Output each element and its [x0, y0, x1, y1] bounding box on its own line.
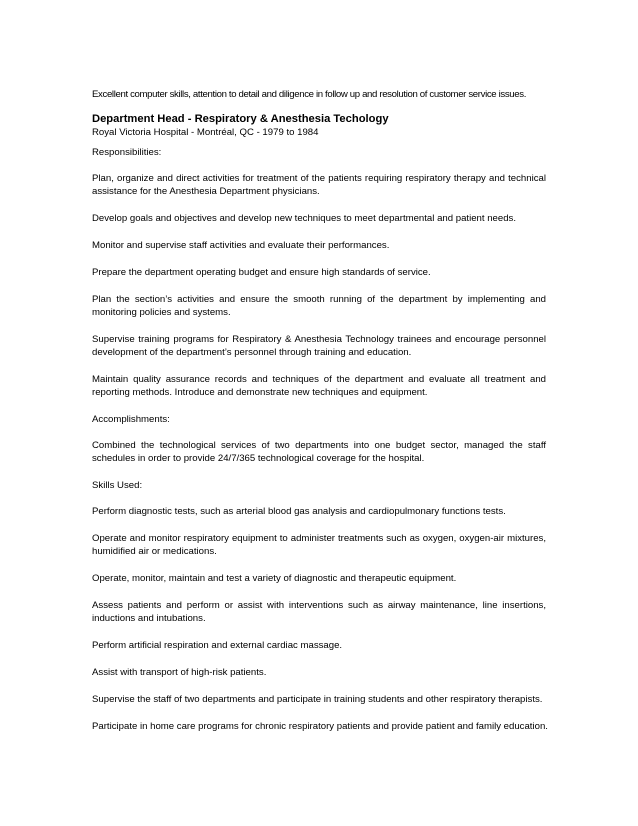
skill-item: Supervise the staff of two departments and participate in training students and other respiratory therapists. [92, 694, 543, 705]
accomplishments-section [92, 413, 546, 465]
position-block [92, 112, 546, 139]
responsibility-item: Supervise training programs for Respiratory & Anesthesia Technology trainees and encourage personnel development of the department’s personnel through training and education. [92, 334, 546, 358]
skill-item: Assess patients and perform or assist with interventions such as airway maintenance, line insertions, inductions and intubations. [92, 600, 546, 624]
accomplishment-item: Combined the technological services of two departments into one budget sector, managed the staff schedules in order to provide 24/7/365 technological coverage for the hospital. [92, 440, 546, 464]
skill-item: Assist with transport of high-risk patients. [92, 667, 267, 678]
job-title: Department Head - Respiratory & Anesthesia Techology [92, 113, 389, 125]
intro-line: Excellent computer skills, attention to detail and diligence in follow up and resolution of customer service issues. [92, 89, 527, 100]
responsibility-item: Maintain quality assurance records and techniques of the department and evaluate all treatment and reporting methods. Introduce and demonstrate new techniques and equipment. [92, 374, 546, 398]
skill-item: Operate and monitor respiratory equipment to administer treatments such as oxygen, oxygen-air mixtures, humidified air or medications. [92, 533, 546, 557]
skill-item: Perform diagnostic tests, such as arterial blood gas analysis and cardiopulmonary functions tests. [92, 506, 506, 517]
responsibility-item: Plan the section’s activities and ensure the smooth running of the department by implementing and monitoring policies and systems. [92, 294, 546, 318]
skill-item: Perform artificial respiration and external cardiac massage. [92, 640, 343, 651]
responsibilities-section [92, 146, 546, 399]
resume-page [92, 88, 546, 747]
responsibility-item: Prepare the department operating budget and ensure high standards of service. [92, 267, 431, 278]
responsibility-item: Monitor and supervise staff activities and evaluate their performances. [92, 240, 390, 251]
accomplishments-heading: Accomplishments: [92, 414, 170, 425]
skill-item: Operate, monitor, maintain and test a variety of diagnostic and therapeutic equipment. [92, 573, 457, 584]
job-employer-location-dates: Royal Victoria Hospital - Montréal, QC - 1979 to 1984 [92, 127, 319, 138]
skills-heading: Skills Used: [92, 480, 143, 491]
responsibilities-heading: Responsibilities: [92, 147, 162, 158]
skills-section [92, 479, 546, 733]
responsibility-item: Develop goals and objectives and develop new techniques to meet departmental and patient needs. [92, 213, 517, 224]
skill-item: Participate in home care programs for chronic respiratory patients and provide patient and family education. [92, 721, 548, 732]
responsibility-item: Plan, organize and direct activities for treatment of the patients requiring respiratory therapy and technical assistance for the Anesthesia Department physicians. [92, 173, 546, 197]
